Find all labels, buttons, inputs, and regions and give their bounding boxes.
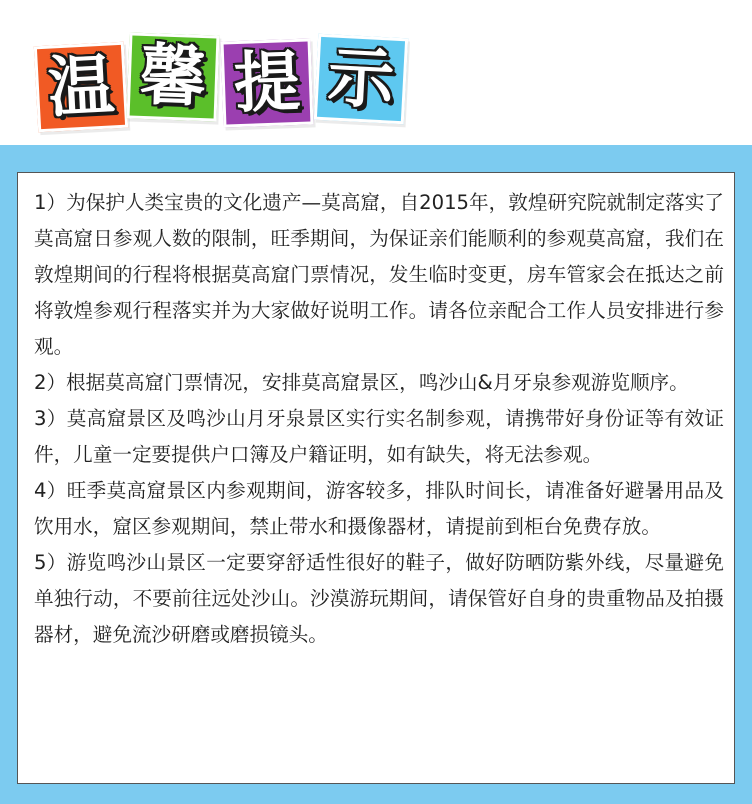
notice-item-4: 4）旺季莫高窟景区内参观期间，游客较多，排队时间长，请准备好避暑用品及饮用水，窟区参观期间，禁止带水和摄像器材，请提前到柜台免费存放。 bbox=[34, 479, 724, 538]
title-char: 示 bbox=[326, 38, 396, 119]
notice-content bbox=[34, 185, 724, 775]
notice-item-1: 1）为保护人类宝贵的文化遗产—莫高窟，自2015年，敦煌研究院就制定落实了莫高窟日参观人数的限制，旺季期间，为保证亲们能顺利的参观莫高窟，我们在敦煌期间的行程将根据莫高窟门票情况，发生临时变更，房车管家会在抵达之前将敦煌参观行程落实并为大家做好说明工作。请各位亲配合工作人员安排进行参观。 bbox=[34, 191, 724, 358]
notice-item-3: 3）莫高窟景区及鸣沙山月牙泉景区实行实名制参观，请携带好身份证等有效证件，儿童一定要提供户口簿及户籍证明，如有缺失，将无法参观。 bbox=[34, 407, 724, 466]
page-title bbox=[36, 30, 408, 132]
title-char: 馨 bbox=[138, 36, 208, 117]
title-tile bbox=[127, 32, 220, 121]
title-char: 提 bbox=[232, 42, 302, 123]
title-tile bbox=[314, 34, 408, 125]
notice-item-5: 5）游览鸣沙山景区一定要穿舒适性很好的鞋子，做好防晒防紫外线，尽量避免单独行动，不要前往远处沙山。沙漠游玩期间，请保管好自身的贵重物品及拍摄器材，避免流沙研磨或磨损镜头。 bbox=[34, 551, 724, 646]
title-char: 温 bbox=[46, 46, 116, 127]
header bbox=[0, 0, 752, 145]
title-tile bbox=[34, 42, 128, 133]
title-tile bbox=[221, 38, 314, 127]
notice-item-2: 2）根据莫高窟门票情况，安排莫高窟景区，鸣沙山&月牙泉参观游览顺序。 bbox=[34, 371, 689, 394]
